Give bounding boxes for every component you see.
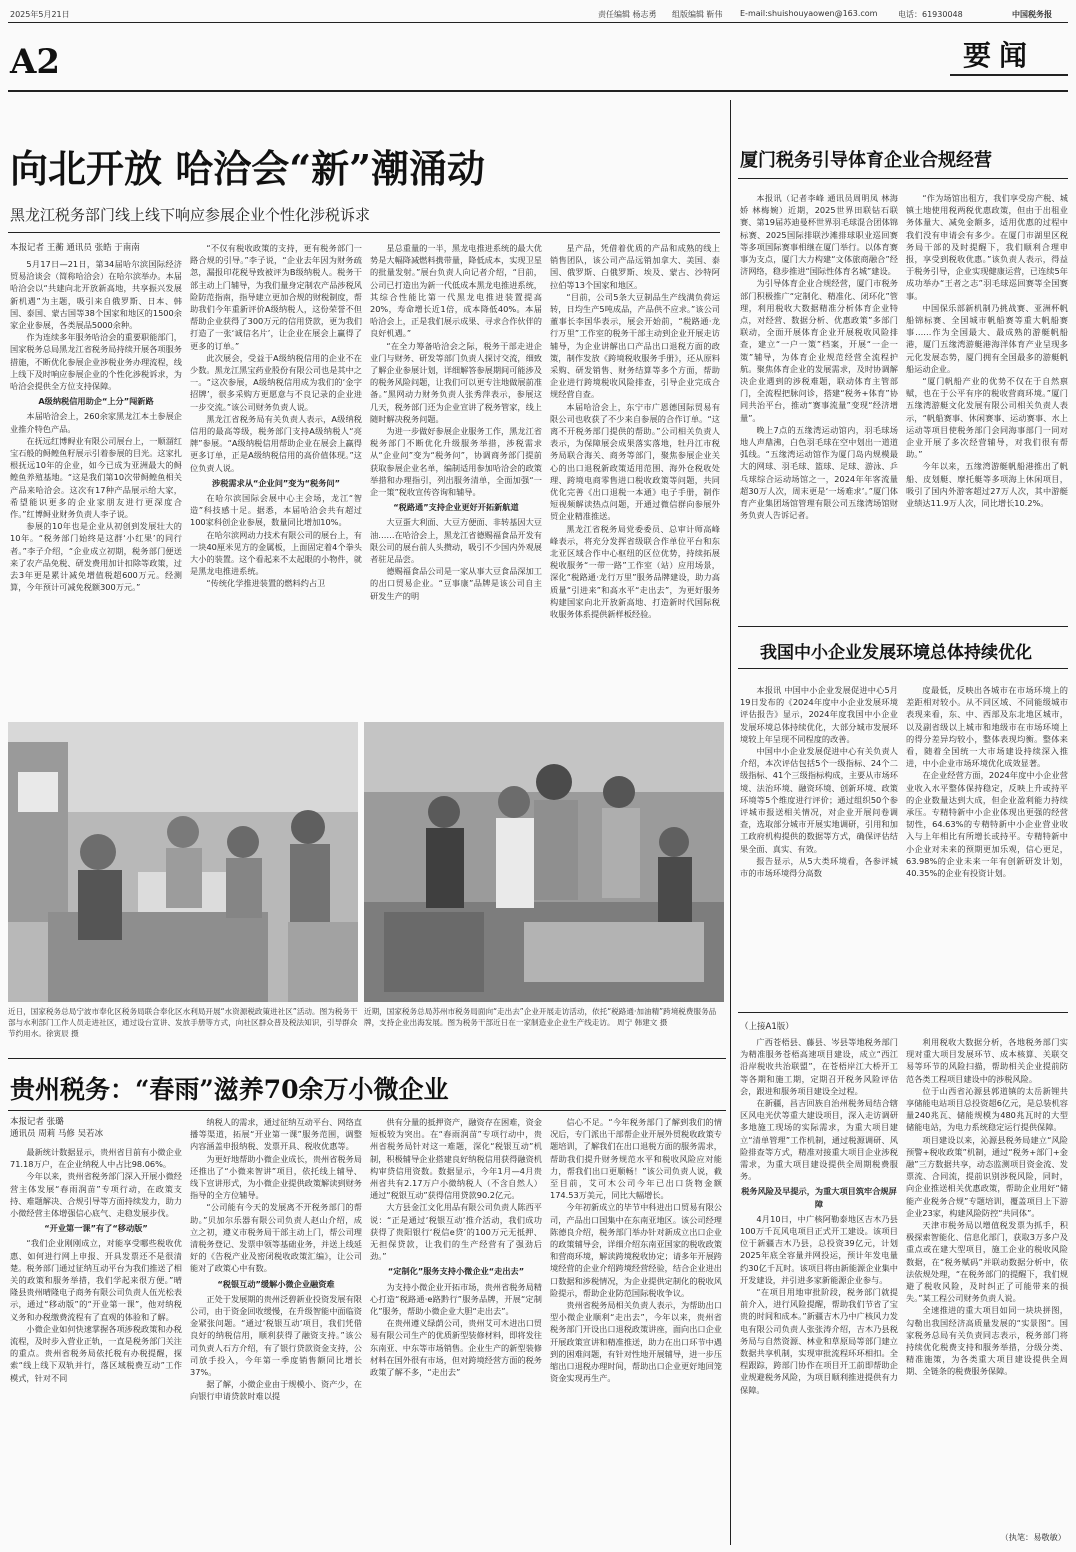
paragraph: “作为场馆出租方，我们享受房产税、城镇土地使用税两税优惠政策，但由于出租业务体量大、减免金额多，适用优惠的过程中我们没有申请会有多少。在厦门市湖里区税务局干部的及时提醒下，我们顺利合理申报，享受到税收优惠。”该负责人表示，得益于税务引导，企业实现健康运营，已连续5年成功举办“王者之志”羽毛球巡回赛等全国赛事。 [906, 193, 1068, 301]
continued-column-1 [740, 1036, 898, 1544]
paragraph: 今年以来，五缘湾游艇帆船港推出了帆船、皮划艇、摩托艇等多项海上休闲项目，吸引了国内外游客超过27万人次，其中游艇业绩达11.9万人次，同比增长10.2%。 [906, 461, 1068, 509]
issue-date: 2025年5月21日 [10, 10, 70, 19]
paragraph: 5月17日—21日，第34届哈尔滨国际经济贸易洽谈会（简称哈洽会）在哈尔滨举办。本届哈洽会以“共建向北开放新高地，共享振兴发展新机遇”为主题，吸引来自俄罗斯、日本、韩国、泰国、蒙古国等38个国家和地区的1500余家企业参展，各类展品5000余种。 [10, 259, 182, 331]
paragraph: 德赐福食品公司是一家从事大豆食品深加工的出口贸易企业。“豆事康”品牌是该公司自主研发生产的明 [370, 566, 542, 601]
paragraph: 贵州省税务局相关负责人表示，为帮助出口型小微企业顺利“走出去”，今年以来，贵州省税务部门开设出口退税政策讲座，面向出口企业开展政策宣讲和精准推送，助力在出口环节中遇到的困难问题，有针对性地开展辅导，进一步压缩出口退税办理时间，帮助出口企业更好地回笼资金实现再生产。 [550, 1300, 722, 1384]
paragraph: “不仅有税收政策的支持，更有税务部门一路合规的引导。”李子说，“企业去年因为财务疏忽，漏报印花税导致被评为B级纳税人。税务干部主动上门辅导，为我们量身定制农产品涉税风险防范指南，指导建立更加合规的财税制度，帮助我们今年重新评价A级纳税人，这份荣誉不但帮助企业获得了300万元的信用贷款，更为我们打造了一张‘诚信名片’，让企业在展会上赢得了更多的订单。” [190, 243, 362, 351]
paragraph: 为支持小微企业开拓市场，贵州省税务局精心打造“税路通·e路黔行”服务品牌，开展“定制化”服务，帮助小微企业大胆“走出去”。 [370, 1281, 542, 1317]
paragraph: 供有分量的抵押资产，融资存在困难，资金短板较为突出。在“春雨润苗”专项行动中，贵州省税务局针对这一难题，深化“税银互动”机制，积极辅导企业搭建良好纳税信用获得融资机构审贷信用资数。数据显示，今年1月—4月贵州省共有2.17万户小微纳税人（不含自然人）通过“税银互动”获得信用贷款90.2亿元。 [370, 1117, 542, 1201]
photo-caption-1: 近日，国家税务总局宁波市奉化区税务局联合奉化区水利局开展“水资源税政策进社区”活动。图为税务干部与水利部门工作人员走进社区，通过设台宣讲、发放手册等方式，向社区群众普及税法知识，引导群众节约用水。徐寅辰 摄 [8, 1007, 358, 1038]
paragraph: 小微企业如何快速掌握各项涉税政策和办税流程，及时步入营业正轨，一直是税务部门关注的重点。贵州省税务局依托税有办税提醒，探索“线上线下双轨并行，落区域税费互动”工作模式，针对不同 [10, 1323, 182, 1383]
xiamen-headline: 厦门税务引导体育企业合规经营 [740, 150, 992, 171]
guizhou-column-3 [370, 1116, 542, 1544]
paragraph: 黑龙江省税务局有关负责人表示，A级纳税信用的最高等级，税务部门支持A级纳税人“亮牌”参展。“A级纳税信用帮助企业在展会上赢得更多订单，正是A级纳税信用的高价值体现。”这位负责人说。 [190, 413, 362, 473]
subheading: “定制化”服务支持小微企业“走出去” [387, 1266, 525, 1277]
paragraph: 作为连续多年服务哈洽会的重要职能部门，国家税务总局黑龙江省税务局持续开展各项服务措施，不断优化参展企业涉税业务办理流程，线上线下及时响应参展企业的个性化涉税诉求，为哈洽会提供全方位支持保障。 [10, 332, 182, 392]
paragraph: “在全力筹备哈洽会之际，税务干部走进企业门与财务、研发等部门负责人探讨交流，细致了解企业参展计划，详细解答参展期间可能涉及的税务风险问题，让我们可以更专注地做展前准备。”黑网动力财务负责人张秀萍表示，参展这几天，税务部门还为企业宣讲了税务管家，线上随时解决税务问题。 [370, 340, 542, 424]
xiamen-column-1 [740, 192, 898, 612]
paragraph: 晚上7点的五缘湾运动馆内，羽毛球场地人声鼎沸，白色羽毛球在空中划出一道道弧线。“五缘湾运动馆作为厦门岛内规模最大的网球、羽毛球、篮球、足球、游泳、乒乓球综合运动场馆之一，2024年年客流量超30万人次，周末更是‘一场难求’。”厦门体育产业集团场馆管理有限公司五缘湾场馆财务负责人告诉记者。 [740, 424, 898, 521]
guizhou-headline: 贵州税务：“春雨”滋养70余万小微企业 [10, 1075, 449, 1104]
paragraph: “厦门帆船产业的优势不仅在于自然禀赋，也在于公平有序的税收营商环境。”厦门五缘湾游艇文化发展有限公司相关负责人表示，“帆船赛事、休闲赛事、运动赛事、水上运动等项目使税务部门会同海事部门一同对企业开展了多次经营辅导，对我们很有帮助。” [906, 376, 1068, 460]
paper-name: 中国税务报 [1012, 10, 1052, 19]
top-rule [8, 90, 1068, 92]
paragraph: 此次展会，受益于A级纳税信用的企业不在少数。黑龙江黑宝药业股份有限公司也是其中之一。“这次参展，A级纳税信用成为我们的‘金字招牌’，很多采购方更愿意与不良记录的企业进一步交流。”该公司财务负责人说。 [190, 352, 362, 412]
paragraph: 在新疆，昌吉回族自治州税务局结合辖区风电光伏等重大建设项目，深入走访调研多地施工现场的实际需求，为重大项目建立“清单管理”工作机制，通过税源调研、风险排查等方式，精准对接重大项目企业涉税需求，为重大项目建设提供全周期税费服务。 [740, 1098, 898, 1182]
author-note: （执笔：易敬敏） [1000, 1532, 1066, 1542]
paragraph: 星产品，凭借着优质的产品和成熟的线上销售团队，该公司产品远销加拿大、美国、泰国、俄罗斯、白俄罗斯、埃及、蒙古、沙特阿拉伯等13个国家和地区。 [550, 243, 720, 290]
paragraph: 为更好地帮助小微企业成长，贵州省税务局还推出了“小微来智讲”项目，依托线上辅导、线下宣讲形式，为小微企业提供政策解读到财务指导的全方位辅导。 [190, 1153, 362, 1201]
editor-credit: 责任编辑 杨志勇 [598, 10, 657, 19]
paragraph: 据了解，小微企业由于规模小、资产少，在向银行申请贷款时难以提 [190, 1379, 362, 1402]
lead-subheadline: 黑龙江税务部门线上线下响应参展企业个性化涉税诉求 [10, 206, 371, 224]
header-rule [8, 22, 1068, 23]
paragraph: 本届哈洽会上，260余家黑龙江本土参展企业推介特色产品。 [10, 411, 182, 434]
paragraph: “公司能有今天的发展离不开税务部门的帮助。”贝加尔乐器有限公司负责人赵山介绍，成立之初，遵义市税务局干部主动上门，帮公司理清税务登记、发票申领等基础业务，并送上线延好的《告税产业及密闭税收政策汇编》，让公司能对了政策心中有数。 [190, 1202, 362, 1274]
page-number: A2 [10, 42, 61, 82]
paragraph: 信心不足。“今年税务部门了解到我们的情况后，专门派出干部帮企业开展外贸税收政策专题培训，了解我们在出口退税方面的服务需求，帮助我们提升财务规范水平和税收风险应对能力，帮我们出口更顺畅！”该公司负责人说，截至目前，艾可木公司今年已出口货物金额174.53万美元，同比大幅增长。 [550, 1117, 722, 1201]
paragraph: 在企业经营方面，2024年度中小企业营业收入水平整体保持稳定，反映上升或持平的企业数量达到大成，但企业盈利能力持续承压。专精特新中小企业体现出更强的经营韧性，64.63%的专精特新中小企业营业收入与上年相比有所增长或持平。专精特新中小企业对未来的预期更加乐观，信心更足，63.98%的企业未来一年有创新研发计划，40.35%的企业有投资计划。 [906, 770, 1068, 879]
continued-column-2 [906, 1036, 1068, 1530]
lead-byline: 本报记者 王蘅 通讯员 张皓 于南南 [10, 243, 140, 253]
subheading: A级纳税信用助企“上分”闯新路 [38, 396, 154, 407]
paragraph: 中国保乐部新机制乃挑战赛、亚洲杯帆船锦标赛、全国城市帆船赛等重大帆船赛事……作为全国最大、最成熟的游艇帆船港，厦门五缘湾游艇港海洋体育产业呈现多元化发展态势，厦门拥有全国最多的游艇帆船运动企业。 [906, 302, 1068, 374]
paragraph: 位于山西省沁源县郭道镇的太岳新锂共享储能电站项目总投资超6亿元，是总装机容量240兆瓦、储能规模为480兆瓦时的大型储能电站，为电力系统稳定运行提供保障。 [906, 1085, 1068, 1133]
guizhou-column-4 [550, 1116, 722, 1544]
photo-factory-visit [364, 722, 724, 1002]
paragraph: “在项目用地审批阶段，税务部门就提前介入，进行风险提醒，帮助我们节省了宝贵的时间和成本。”新疆吉木乃中广核风力发电有限公司负责人张张涛介绍，吉木乃县税务局与自然资源、林业和草原局等部门建立数据共享机制，实现审批流程环环相扣。全程跟踪，跨部门协作在项目开工前即帮助企业规避税务风险，为项目顺利推进提供有力保障。 [740, 1287, 898, 1395]
section-title: 要闻 [963, 39, 1036, 72]
paragraph: “我们企业刚刚成立，对能享受哪些税收优惠、如何进行网上申报、开具发票还不是很清楚。税务部门通过征纳互动平台为我们推送了相关的政策和服务举措，我们学起来很方便。”晴隆县贵州晴隆电子商务有限公司负责人伍光松表示，通过“移动版”的“开业第一课”，他对纳税义务和办税缴费流程有了直观的体验和了解。 [10, 1238, 182, 1322]
paragraph: 项目建设以来，沁源县税务局建立“风险预警+税收政策”机制，通过“税务+部门+金融”三方数据共享，动态监测项目资金流、发票流、合同流，提前识别涉税风险，同时，向企业推送相关优惠政策，帮助企业用好“储能产业税务合规”专题培训，覆盖项目上下游企业23家，构建风险防控“共同体”。 [906, 1134, 1068, 1218]
continued-label: （上接A1版） [740, 1022, 794, 1032]
lead-rule [8, 232, 720, 233]
paragraph: 大豆蛋大利面、大豆方便面、非转基因大豆油……在哈洽会上，黑龙江省德赐福食品开发有限公司的展台前人头攒动，吸引不少国内外观展者驻足品尝。 [370, 517, 542, 565]
lead-column-4 [550, 242, 720, 708]
paragraph: 在哈尔滨国际会展中心主会场，龙江“智造”科技感十足。据悉，本届哈洽会共有超过100家科创企业参展，数量同比增加10%。 [190, 493, 362, 528]
paragraph: 报告显示，从5大类环境看，各参评城市的市场环境得分高数 [740, 855, 898, 879]
sme-rule [738, 668, 1068, 669]
photo-caption-2: 近期，国家税务总局苏州市税务局面向“走出去”企业开展走访活动，依托“税路通·加油精”跨境税费服务品牌，支持企业出海发展。图为税务干部近日在一家制造业企业生产线走访。 周宁 韩建文 摄 [364, 1007, 717, 1027]
phone: 电话：61930048 [898, 10, 963, 19]
paragraph: 在哈尔滨网动力技术有限公司的展台上，有一块40厘米见方的金属板，上面固定着4个拳头大小的装置。这个看起来不太起眼的小物件，就是黑龙电推进系统。 [190, 529, 362, 577]
subheading: “税银互动”缓解小微企业融资难 [217, 1278, 335, 1289]
xiamen-column-2 [906, 192, 1068, 612]
paragraph: 全速推进的重大项目如同一块块拼图，勾勒出我国经济高质量发展的“实景图”。国家税务总局有关负责同志表示，税务部门将持续优化税费支持和服务举措，分级分类、精准施策，为各类重大项目建设提供全周期、全链条的税费服务保障。 [906, 1305, 1068, 1377]
paragraph: 天津市税务局以增值税发票为抓手，积极探索智能化、信息化部门，获取3万多户及重点或在建大型项目，施工企业的税收风险数据，在“税务赋码”并联动数据分析中，依法依规处理，“在税务部门的提醒下，我们规避了税收风险，及时纠正了可能带来的损失。”某工程公司财务负责人说。 [906, 1220, 1068, 1304]
photo-community-tax-talk [8, 722, 358, 1002]
paragraph: 在抚远红博鲟业有限公司展台上，一顺溜红宝石般的鲟鳇鱼籽展示引着参展的目光。这家扎根抚远10年的企业，如今已成为亚洲最大的鲟鳇鱼养殖基地。“这是我们第10次带鲟鳇鱼相关产品来哈洽会。这次有17种产品展示给大家，希望能识更多的企业家朋友进行更深度合作。”红博鲟业财务负责人李子说。 [10, 435, 182, 520]
divider [738, 1012, 1068, 1013]
paragraph: 利用税收大数据分析，各地税务部门实现对重大项目发展环节、成本核算、关联交易等环节的风险扫描，帮助相关企业提前防范各类工程项目建设中的涉税风险。 [906, 1037, 1068, 1084]
paragraph: 星总重量的一半，黑龙电推进系统的最大优势是大幅降减燃料携带量，降低成本，实现卫星的批量发射。”展台负责人向记者介绍，“目前，公司已打造出为新一代低成本黑龙电推进系统，其综合性能比第一代黑龙电推进装置提高20%，寿命增长近1倍，成本降低40%。本届哈洽会上，正是我们展示成果、寻求合作伙伴的良好机遇。” [370, 243, 542, 339]
lead-column-1 [10, 258, 182, 708]
paragraph: 为进一步做好参展企业服务工作，黑龙江省税务部门不断优化升级服务举措，涉税需求从“企业问”变为“税务问”，协调商务部门提前获取参展企业名单，编制适用参加哈洽会的政策举措和办理指引，列出服务清单，全面加强“一企一策”税收宣传咨询和辅导。 [370, 426, 542, 498]
subheading: “开业第一课”有了“移动版” [44, 1223, 148, 1234]
email: E-mail:shuishouyaowen@163.com [740, 9, 878, 18]
paragraph: 4月10日，中广核阿勒泰地区吉木乃县100万千瓦风电项目正式开工建设。该项目位于新疆吉木乃县，总投资39亿元，计划2025年底全容量并网投运，预计年发电量约30亿千瓦时。该项目将由新能源企业集中开发建设，并引进多家新能源企业参与。 [740, 1213, 898, 1285]
paragraph: 中国中小企业发展促进中心有关负责人介绍，本次评估包括5个一级指标、24个二级指标、41个三级指标构成，主要从市场环境、法治环境、融资环境、创新环境、政策环境等5个维度进行评价；通过组织50个参评城市报送相关情况，对企业开展问卷调查，选取部分城市开展实地调研，引用和加工政府机构提供的数据等方式，确保评估结果全面、真实、有效。 [740, 746, 898, 854]
paragraph: 今年初新成立的毕节中科进出口贸易有限公司，产品出口国集中在东南亚地区。该公司经理陈德良介绍，税务部门举办针对新成立出口企业的政策辅导会，详细介绍东南亚国家的税收政策和营商环境，解读跨境税收协定；请多年开展跨境经营的企业介绍跨境经营经验，结合企业进出口数据和涉税情况，为企业提供定制化的税收风险提示，帮助企业防范国际税收争议。 [550, 1202, 722, 1298]
xiamen-rule [738, 178, 1068, 179]
subheading: 税务风险及早提示，为重大项目筑牢合规屏障 [741, 1186, 897, 1209]
guizhou-column-2 [190, 1116, 362, 1544]
lead-headline: 向北开放 哈洽会“新”潮涌动 [10, 146, 485, 191]
paragraph: 本报讯（记者李峰 通讯员周明凤 林海娇 林梅婉）近期，2025世界田联钻石联赛、第19届苏迪曼杯世界羽毛球混合团体锦标赛、2025国际排联沙滩排球职业巡回赛等多项国际赛事相继在厦门举行。以体育赛事为支点，厦门大力构建“文体旅商融合”经济网络，稳步推进“国际性体育名城”建设。 [740, 193, 898, 277]
guizhou-column-1 [10, 1146, 182, 1544]
sme-column-1 [740, 684, 898, 1004]
lead-column-3 [370, 242, 542, 708]
paragraph: 本届哈洽会上，东宁市广恩德国际贸易有限公司也收获了不少来自参展的合作订单。“这离不开税务部门提供的帮助。”公司相关负责人表示，为保障展会成果落实落地，牡丹江市税务局联合海关、商务等部门，聚焦参展企业关心的出口退税新政策适用范围、海外仓税收处理、跨境电商零售进口税收政策等问题，共同优化完善《出口退税一本通》电子手册，制作短视频解读热点问题，开通过微信群向参展外贸企业精准推送。 [550, 401, 720, 522]
layout-credit: 组版编辑 靳伟 [672, 10, 723, 19]
subheading: 涉税需求从“企业问”变为“税务问” [212, 477, 340, 488]
column-divider [730, 100, 731, 1545]
sme-headline: 我国中小企业发展环境总体持续优化 [760, 643, 1032, 663]
guizhou-byline: 本报记者 张璐 通讯员 周莉 马修 吴若冰 [10, 1117, 104, 1139]
paragraph: 本报讯 中国中小企业发展促进中心5月19日发布的《2024年度中小企业发展环境评估报告》显示，2024年度我国中小企业发展环境总体持续优化，大部分城市发展环境较上年呈现不同程度的改善。 [740, 685, 898, 744]
paragraph: 为引导体育企业合规经营，厦门市税务部门积极推广“定制化、精准化、闭环化”管理，利用税收大数据精准分析体育企业特点，对经营、数据分析、优惠政策”多部门联动，全面开展体育企业开展税收风险排查，建立“一户一策”档案，开展“一企一策”辅导，为体育企业规范经营全流程护航。聚焦体育企业的发展需求，及时协调解决企业遇到的涉税难题，联动体育主管部门，全流程把脉问诊，搭建“税务+体育”协同共治平台，推动“赛事流量”变现“经济增量”。 [740, 278, 898, 423]
paragraph: “传统化学推进装置的燃料约占卫 [206, 578, 326, 589]
paragraph: 黑龙江省税务局党委委员、总审计师高峰峰表示，将充分发挥省级联合作单位平台和东北亚区域合作中心枢纽的区位优势，持续拓展税收服务“一带一路”工作室（站）应用场景，深化“税路通·龙行万里”服务品牌建设，助力高质量“引进来”和高水平“走出去”，为更好服务构建国家向北开放新高地、打造新时代国际税收服务体系提供新样板经验。 [550, 523, 720, 620]
section-rule [950, 74, 1068, 76]
paragraph: 广西苍梧县、藤县、岑县等地税务部门为精准服务苍梧高速项目建设，成立“西江沿岸税收共治联盟”，在苍梧岸江大桥开工等各期和施工期，定期召开税务风险评估会，跟进和服务项目建设全过程。 [740, 1037, 898, 1096]
paragraph: 正处于发展期的贵州泛碧新业投资发展有限公司，由于资金回收缓慢，在升级智能中面临资金紧张问题。“通过‘税银互动’项目，我们凭借良好的纳税信用，顺利获得了融资支持。”该公司负责人石方介绍，有了银行贷款资金支持，公司放手投入，今年第一季度销售额同比增长37%。 [190, 1293, 362, 1378]
paragraph: 在贵州遵义绿荫公司，贵州艾可木进出口贸易有限公司生产的优质新型装修材料，即将发往东南亚、中东等市场销售。企业生产的新型装修材料在国外很有市场，但对跨境经营方面的税务政策了解不多，“走出去” [370, 1318, 542, 1378]
paragraph: 最新统计数据显示，贵州省目前有小微企业71.18万户，在企业纳税人中占比98.06%。 [10, 1147, 182, 1170]
divider [8, 1058, 726, 1059]
subheading: “税路通”支持企业更好开拓新航道 [393, 502, 519, 513]
lead-column-2 [190, 242, 362, 708]
sme-column-2 [906, 684, 1068, 1004]
paragraph: 参展的10年也是企业从初创到发展壮大的10年。“税务部门始终是这群‘小红果’的同行者。”李子介绍，“企业成立初期，税务部门便送来了农产品免税、研发费用加计扣除等政策，过去3年更是累计减免增值税超600万元。经测算，今年预计可减免税额300万元。” [10, 521, 182, 593]
paragraph: “目前，公司5条大豆制品生产线满负荷运转，日均生产5吨成品，产品供不应求。”该公司董事长李国华表示，展会开始前，“税路通·龙行万里”工作室的税务干部主动到企业开展走访辅导，为企业讲解出口产品出口退税方面的政策，制作发放《跨境税收服务手册》，还从原料采购、研发销售、财务结算等多个方面，帮助企业进行跨境税收风险排查，引导企业完成合规经营自查。 [550, 291, 720, 400]
paragraph: 纳税人的需求，通过征纳互动平台、网络直播等渠道，拓展“开业第一课”服务范围，调整内容涵盖申报纳税、发票开具、税收优惠等。 [190, 1117, 362, 1152]
divider [738, 626, 1068, 627]
paragraph: 度最低，反映出各城市在市场环境上的差距相对较小。从不同区域、不同能级城市表现来看，东、中、西部及东北地区城市，以及副省级以上城市和地级市在市场环境上的得分差异均较小，整体表现均衡。整体来看，随着全国统一大市场建设持续深入推进，中小企业市场环境优化成效显著。 [906, 685, 1068, 769]
paragraph: 大方县金江文化用品有限公司负责人陈西平说：“正是通过‘税银互动’推介活动，我们成功获得了贵阳银行‘税信e贷’的100万元无抵押、无担保贷款，让我们的生产经营有了强劲后劲。” [370, 1202, 542, 1262]
paragraph: 今年以来，贵州省税务部门深入开展小微经营主体发展“春雨润苗”专项行动，在政策支持、难题解决、合规引导等方面持续发力，助力小微经营主体增强信心底气、走稳发展步伐。 [10, 1171, 182, 1219]
guizhou-rule [8, 1110, 726, 1111]
